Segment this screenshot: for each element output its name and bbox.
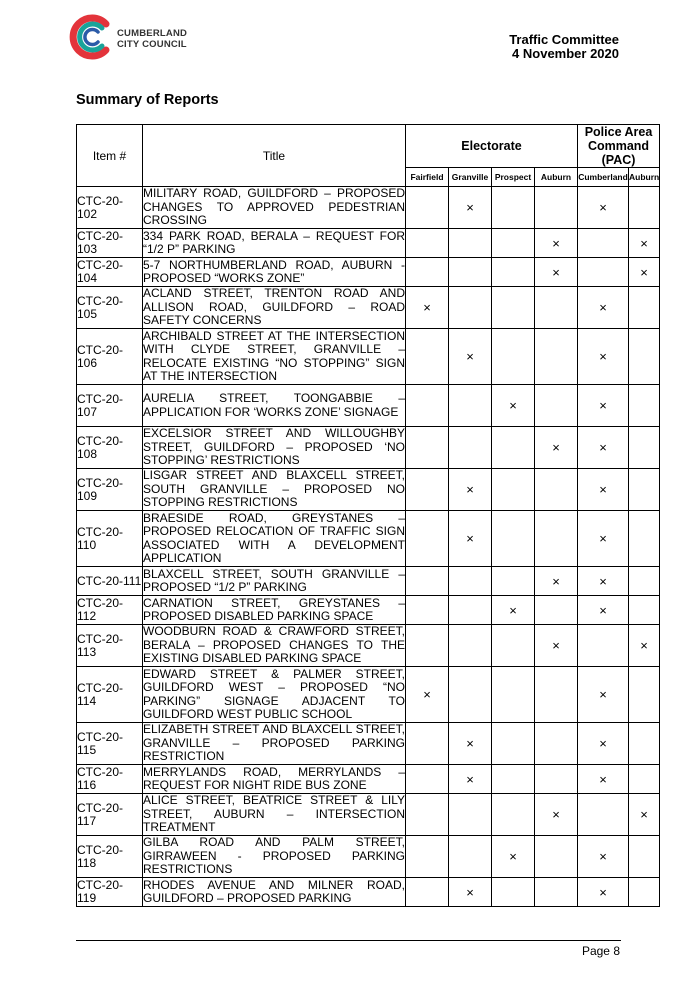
mark-cell — [578, 229, 629, 258]
mark-cell — [578, 258, 629, 287]
mark-cell: × — [578, 287, 629, 329]
report-title: MILITARY ROAD, GUILDFORD – PROPOSED CHANGES TO APPROVED PEDESTRIAN CROSSING — [143, 186, 405, 228]
report-title: EXCELSIOR STREET AND WILLOUGHBY STREET, GUILDFORD – PROPOSED ‘NO STOPPING’ RESTRICTIONS — [143, 426, 405, 468]
mark-cell — [449, 385, 492, 427]
council-name-line1: CUMBERLAND — [117, 28, 188, 39]
mark-cell: × — [578, 329, 629, 385]
mark-cell — [535, 765, 578, 794]
mark-cell: × — [449, 187, 492, 229]
table-row — [77, 427, 660, 469]
mark-cell — [492, 625, 535, 667]
mark-cell — [492, 667, 535, 723]
mark-cell — [535, 511, 578, 567]
mark-cell: × — [578, 667, 629, 723]
page-number: Page 8 — [581, 944, 620, 958]
item-number: CTC-20-116 — [77, 765, 143, 794]
table-row — [77, 878, 660, 907]
mark-cell — [629, 469, 660, 511]
report-title: AURELIA STREET, TOONGABBIE – APPLICATION FOR ‘WORKS ZONE’ SIGNAGE — [143, 385, 406, 427]
mark-cell — [629, 329, 660, 385]
mark-cell: × — [535, 427, 578, 469]
item-number: CTC-20-113 — [77, 625, 143, 667]
mark-cell: × — [629, 794, 660, 836]
reports-table — [76, 124, 660, 907]
table-row — [77, 836, 660, 878]
mark-cell: × — [535, 258, 578, 287]
mark-cell — [535, 723, 578, 765]
mark-cell — [535, 469, 578, 511]
table-row — [77, 625, 660, 667]
header-auburn-electorate: Auburn — [535, 168, 578, 187]
mark-cell — [492, 427, 535, 469]
mark-cell: × — [492, 385, 535, 427]
header-item: Item # — [77, 125, 143, 187]
report-title: MERRYLANDS ROAD, MERRYLANDS – REQUEST FOR NIGHT RIDE BUS ZONE — [143, 764, 405, 792]
committee-name: Traffic Committee — [509, 32, 619, 47]
item-number: CTC-20-104 — [77, 258, 143, 287]
mark-cell — [578, 794, 629, 836]
mark-cell: × — [578, 596, 629, 625]
mark-cell — [492, 723, 535, 765]
mark-cell: × — [578, 385, 629, 427]
header-auburn-pac: Auburn — [629, 168, 660, 187]
mark-cell: × — [449, 329, 492, 385]
mark-cell — [406, 625, 449, 667]
report-title: 334 PARK ROAD, BERALA – REQUEST FOR “1/2 P” PARKING — [143, 228, 405, 256]
mark-cell — [406, 258, 449, 287]
mark-cell — [449, 667, 492, 723]
mark-cell — [492, 329, 535, 385]
mark-cell: × — [449, 878, 492, 907]
item-number: CTC-20-105 — [77, 287, 143, 329]
table-row — [77, 469, 660, 511]
report-title: ACLAND STREET, TRENTON ROAD AND ALLISON ROAD, GUILDFORD – ROAD SAFETY CONCERNS — [143, 286, 405, 328]
mark-cell: × — [449, 765, 492, 794]
table-row — [77, 723, 660, 765]
mark-cell — [629, 723, 660, 765]
mark-cell — [449, 287, 492, 329]
council-logo-icon — [66, 12, 116, 62]
table-row — [77, 765, 660, 794]
mark-cell — [406, 187, 449, 229]
mark-cell — [629, 836, 660, 878]
mark-cell — [449, 794, 492, 836]
mark-cell: × — [578, 836, 629, 878]
mark-cell: × — [578, 567, 629, 596]
mark-cell — [406, 567, 449, 596]
report-title: BLAXCELL STREET, SOUTH GRANVILLE – PROPOSED “1/2 P” PARKING — [143, 566, 405, 594]
mark-cell: × — [449, 511, 492, 567]
mark-cell — [492, 187, 535, 229]
mark-cell — [629, 511, 660, 567]
mark-cell — [492, 258, 535, 287]
mark-cell: × — [449, 723, 492, 765]
mark-cell — [449, 258, 492, 287]
header-title: Title — [143, 125, 406, 187]
council-name-line2: CITY COUNCIL — [117, 38, 187, 50]
mark-cell — [449, 596, 492, 625]
mark-cell — [492, 229, 535, 258]
header-granville: Granville — [449, 168, 492, 187]
item-number: CTC-20-102 — [77, 187, 143, 229]
mark-cell — [406, 427, 449, 469]
mark-cell: × — [629, 258, 660, 287]
item-number: CTC-20-115 — [77, 723, 143, 765]
mark-cell — [492, 878, 535, 907]
item-number: CTC-20-103 — [77, 229, 143, 258]
item-number: CTC-20-118 — [77, 836, 143, 878]
mark-cell — [629, 187, 660, 229]
item-number: CTC-20-117 — [77, 794, 143, 836]
mark-cell — [535, 836, 578, 878]
mark-cell — [449, 427, 492, 469]
report-title: EDWARD STREET & PALMER STREET, GUILDFORD WEST – PROPOSED “NO PARKING” SIGNAGE ADJACENT TO GUILDFORD WEST PUBLIC SCHOOL — [143, 666, 405, 721]
mark-cell: × — [449, 469, 492, 511]
mark-cell — [629, 596, 660, 625]
mark-cell — [492, 511, 535, 567]
mark-cell — [492, 469, 535, 511]
mark-cell — [535, 329, 578, 385]
table-row — [77, 794, 660, 836]
mark-cell — [406, 469, 449, 511]
mark-cell — [535, 385, 578, 427]
meeting-date: 4 November 2020 — [512, 46, 619, 61]
header-cumberland-pac: Cumberland — [578, 168, 629, 187]
table-row — [77, 329, 660, 385]
mark-cell — [535, 878, 578, 907]
item-number: CTC-20-109 — [77, 469, 143, 511]
mark-cell — [535, 287, 578, 329]
mark-cell — [535, 187, 578, 229]
footer-divider — [76, 940, 621, 941]
mark-cell: × — [492, 836, 535, 878]
mark-cell — [406, 878, 449, 907]
report-title: WOODBURN ROAD & CRAWFORD STREET, BERALA – PROPOSED CHANGES TO THE EXISTING DISABLED PARKING SPACE — [143, 624, 405, 666]
mark-cell: × — [578, 187, 629, 229]
page-title: Summary of Reports — [76, 92, 219, 108]
mark-cell — [629, 765, 660, 794]
item-number: CTC-20-108 — [77, 427, 143, 469]
mark-cell: × — [535, 794, 578, 836]
mark-cell: × — [629, 625, 660, 667]
table-row — [77, 567, 660, 596]
table-row — [77, 287, 660, 329]
report-title: ALICE STREET, BEATRICE STREET & LILY STREET, AUBURN – INTERSECTION TREATMENT — [143, 793, 405, 835]
council-name — [117, 29, 187, 50]
mark-cell — [629, 878, 660, 907]
mark-cell — [492, 567, 535, 596]
mark-cell: × — [629, 229, 660, 258]
mark-cell — [406, 723, 449, 765]
table-row — [77, 229, 660, 258]
mark-cell — [535, 667, 578, 723]
item-number: CTC-20-106 — [77, 329, 143, 385]
header-prospect: Prospect — [492, 168, 535, 187]
mark-cell: × — [578, 469, 629, 511]
header-electorate: Electorate — [406, 125, 578, 168]
mark-cell — [406, 596, 449, 625]
item-number: CTC-20-110 — [77, 511, 143, 567]
mark-cell — [492, 765, 535, 794]
mark-cell: × — [492, 596, 535, 625]
mark-cell — [449, 567, 492, 596]
mark-cell: × — [535, 229, 578, 258]
table-row — [77, 258, 660, 287]
item-number: CTC-20-112 — [77, 596, 143, 625]
mark-cell — [449, 229, 492, 258]
mark-cell — [406, 229, 449, 258]
header-fairfield: Fairfield — [406, 168, 449, 187]
report-title: ARCHIBALD STREET AT THE INTERSECTION WITH CLYDE STREET, GRANVILLE – RELOCATE EXISTING “NO STOPPING” SIGN AT THE INTERSECTION — [143, 328, 405, 383]
report-title: RHODES AVENUE AND MILNER ROAD, GUILDFORD – PROPOSED PARKING — [143, 877, 405, 905]
mark-cell — [629, 385, 660, 427]
mark-cell: × — [578, 427, 629, 469]
mark-cell — [449, 625, 492, 667]
table-row — [77, 596, 660, 625]
mark-cell: × — [578, 511, 629, 567]
mark-cell — [629, 287, 660, 329]
item-number: CTC-20-111 — [77, 567, 143, 596]
mark-cell — [492, 287, 535, 329]
mark-cell: × — [406, 287, 449, 329]
table-row — [77, 385, 660, 427]
mark-cell — [406, 385, 449, 427]
mark-cell — [406, 836, 449, 878]
item-number: CTC-20-107 — [77, 385, 143, 427]
mark-cell — [629, 427, 660, 469]
mark-cell — [449, 836, 492, 878]
mark-cell — [629, 667, 660, 723]
mark-cell: × — [578, 765, 629, 794]
report-title: CARNATION STREET, GREYSTANES – PROPOSED DISABLED PARKING SPACE — [143, 595, 405, 623]
report-title: 5-7 NORTHUMBERLAND ROAD, AUBURN - PROPOSED “WORKS ZONE” — [143, 257, 405, 285]
mark-cell — [406, 329, 449, 385]
mark-cell — [406, 765, 449, 794]
mark-cell: × — [406, 667, 449, 723]
mark-cell — [492, 794, 535, 836]
mark-cell — [629, 567, 660, 596]
mark-cell: × — [535, 625, 578, 667]
mark-cell — [406, 794, 449, 836]
header-pac: Police Area Command (PAC) — [578, 125, 660, 168]
report-title: BRAESIDE ROAD, GREYSTANES – PROPOSED RELOCATION OF TRAFFIC SIGN ASSOCIATED WITH A DEVELOPMENT APPLICATION — [143, 510, 405, 565]
mark-cell — [535, 596, 578, 625]
mark-cell: × — [578, 878, 629, 907]
mark-cell — [578, 625, 629, 667]
report-title: LISGAR STREET AND BLAXCELL STREET, SOUTH GRANVILLE – PROPOSED NO STOPPING RESTRICTIONS — [143, 468, 405, 510]
report-title: GILBA ROAD AND PALM STREET, GIRRAWEEN - PROPOSED PARKING RESTRICTIONS — [143, 835, 405, 877]
item-number: CTC-20-119 — [77, 878, 143, 907]
table-row — [77, 511, 660, 567]
item-number: CTC-20-114 — [77, 667, 143, 723]
mark-cell: × — [578, 723, 629, 765]
mark-cell: × — [535, 567, 578, 596]
mark-cell — [406, 511, 449, 567]
report-title: ELIZABETH STREET AND BLAXCELL STREET, GRANVILLE – PROPOSED PARKING RESTRICTION — [143, 722, 405, 764]
table-row — [77, 667, 660, 723]
table-row — [77, 187, 660, 229]
header-meta — [509, 33, 619, 61]
